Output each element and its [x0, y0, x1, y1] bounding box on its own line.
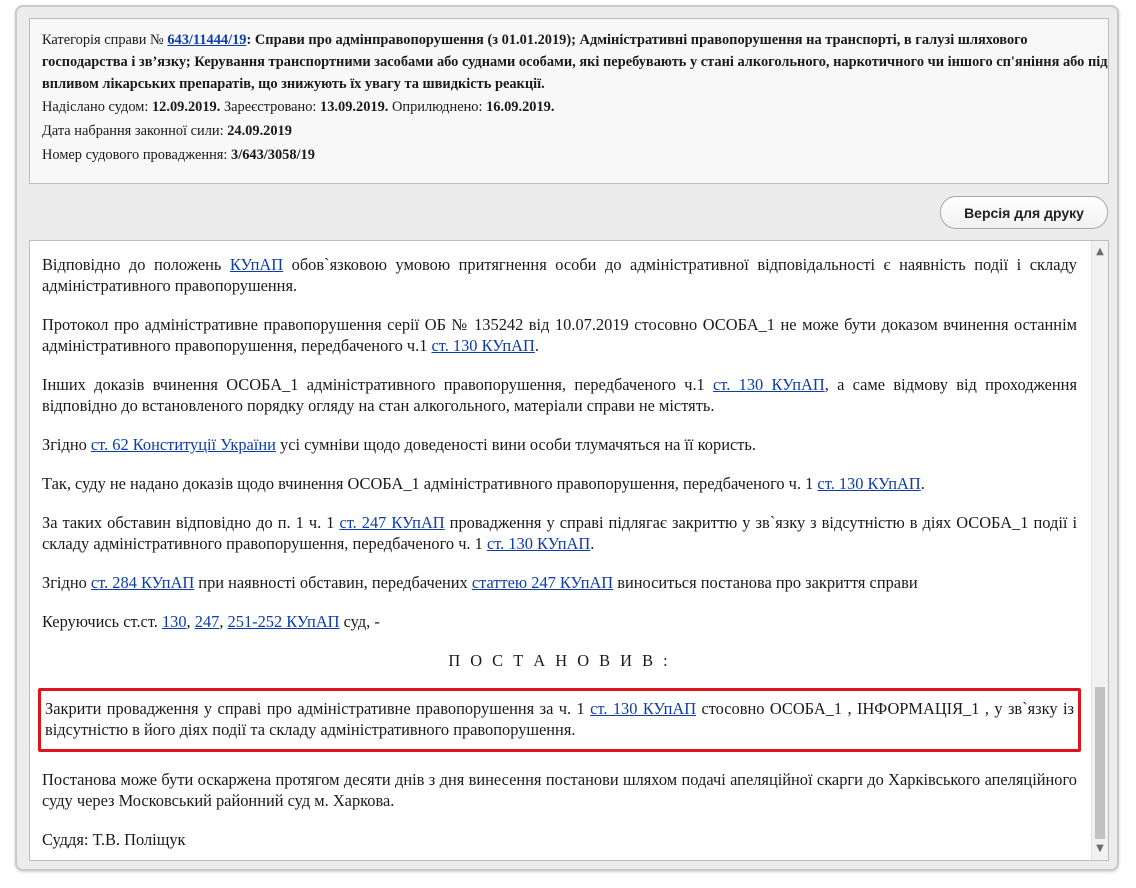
text: суд, -	[339, 612, 380, 631]
text: ,	[186, 612, 195, 631]
paragraph-3	[42, 374, 1077, 416]
vertical-scrollbar[interactable]	[1091, 241, 1108, 860]
text: виноситься постанова про закриття справи	[613, 573, 918, 592]
article-284-link[interactable]: ст. 284 КУпАП	[90, 573, 195, 592]
scroll-up-arrow-icon[interactable]: ▲	[1096, 246, 1104, 257]
effective-label: Дата набрання законної сили:	[42, 123, 228, 139]
paragraph-7	[42, 572, 1077, 593]
scrollbar-thumb[interactable]	[1095, 687, 1105, 839]
case-info-panel	[29, 18, 1109, 184]
dates-row	[42, 95, 1108, 119]
case-category	[42, 29, 1108, 95]
judge-signature: Суддя: Т.В. Поліщук	[42, 830, 186, 849]
scroll-down-arrow-icon[interactable]: ▼	[1096, 843, 1104, 854]
sent-label: Надіслано судом:	[42, 99, 152, 115]
text: Протокол про адміністративне правопорушення серії ОБ № 135242 від 10.07.2019 стосовно ОСОБА_1 не може бути доказом вчинення останнім адміністративного правопорушення, передбаченого ч.1	[42, 315, 1077, 355]
text: обов`язковою умовою притягнення особи до адміністративної відповідальності є наявність події і складу адміністративного правопорушення.	[42, 255, 1077, 295]
text: Так, суду не надано доказів щодо вчинення ОСОБА_1 адміністративного правопорушення, передбаченого ч. 1	[42, 474, 818, 493]
proceeding-row	[42, 143, 1108, 167]
proceeding-label: Номер судового провадження:	[42, 147, 231, 163]
paragraph-1	[42, 254, 1077, 296]
text: Відповідно до положень	[42, 255, 230, 274]
highlighted-ruling-paragraph	[38, 688, 1081, 752]
text: .	[590, 534, 595, 553]
registered-date: 13.09.2019.	[320, 99, 389, 115]
text: .	[920, 474, 925, 493]
appeal-paragraph: Постанова може бути оскаржена протягом десяти днів з дня винесення постанови шляхом подачі апеляційної скарги до Харківського апеляційного суду через Московський районний суд м. Харкова.	[42, 770, 1077, 810]
category-text: : Справи про адмінправопорушення (з 01.01.2019); Адміністративні правопорушення на транспорті, в галузі шляхового господарства і зв’язку; Керування транспортними засобами або суднами особами, які перебувають у стані алкогольного, наркотичного чи іншого сп'яніння або під впливом лікарських препаратів, що знижують їх увагу та швидкість реакції.	[42, 32, 1108, 92]
published-date: 16.09.2019.	[486, 99, 555, 115]
paragraph-6	[42, 512, 1077, 554]
article-130-link[interactable]: ст. 130 КУпАП	[713, 375, 825, 394]
category-prefix: Категорія справи №	[42, 32, 168, 48]
article-247-link[interactable]: ст. 247 КУпАП	[339, 513, 445, 532]
text: усі сумніви щодо доведеності вини особи тлумачяться на її користь.	[275, 435, 756, 454]
document-viewer[interactable]	[29, 240, 1109, 861]
kupap-link[interactable]: КУпАП	[229, 255, 284, 274]
text: провадження у справі підлягає закриттю у зв`язку з відсутністю в діях ОСОБА_1 події і складу адміністративного правопорушення, передбаченого ч. 1	[42, 513, 1078, 553]
effective-date: 24.09.2019	[227, 123, 292, 139]
print-version-button[interactable]: Версія для друку	[940, 196, 1108, 229]
text: стосовно ОСОБА_1 , ІНФОРМАЦІЯ_1 , у зв`язку із відсутністю в його діях події та складу адміністративного правопорушення.	[45, 699, 1075, 739]
article-130-link[interactable]: ст. 130 КУпАП	[431, 336, 535, 355]
article-247-link[interactable]: статтею 247 КУпАП	[471, 573, 614, 592]
article-130-link[interactable]: ст. 130 КУпАП	[817, 474, 921, 493]
article-251-252-link[interactable]: 251-252 КУпАП	[227, 612, 340, 631]
paragraph-8	[42, 611, 1077, 632]
sent-date: 12.09.2019.	[151, 99, 221, 115]
text: , а саме відмову від проходження відповідно до встановленого порядку огляду на стан алкогольного, матеріали справи не містять.	[42, 375, 1077, 415]
text: Закрити провадження у справі про адміністративне правопорушення за ч. 1	[45, 699, 591, 718]
article-247-link[interactable]: 247	[194, 612, 220, 631]
ruling-heading: П О С Т А Н О В И В :	[448, 651, 671, 670]
article-130-link[interactable]: 130	[161, 612, 187, 631]
text: Згідно	[42, 573, 91, 592]
registered-label: Зареєстровано:	[220, 99, 321, 115]
text: .	[534, 336, 539, 355]
text: ,	[219, 612, 228, 631]
paragraph-2	[42, 314, 1077, 356]
paragraph-4	[42, 434, 1077, 455]
article-130-link[interactable]: ст. 130 КУпАП	[590, 699, 697, 718]
published-label: Оприлюднено:	[388, 99, 487, 115]
paragraph-5	[42, 473, 1077, 494]
text: при наявності обставин, передбачених	[194, 573, 472, 592]
effective-date-row	[42, 119, 1108, 143]
proceeding-number: 3/643/3058/19	[231, 147, 315, 163]
text: Інших доказів вчинення ОСОБА_1 адміністративного правопорушення, передбаченого ч.1	[42, 375, 714, 394]
constitution-article-62-link[interactable]: ст. 62 Конституції України	[90, 435, 276, 454]
article-130-link[interactable]: ст. 130 КУпАП	[486, 534, 591, 553]
text: Керуючись ст.ст.	[42, 612, 162, 631]
page-container	[15, 5, 1119, 871]
case-number-link[interactable]: 643/11444/19	[167, 32, 247, 48]
document-text	[42, 254, 1077, 861]
text: За таких обставин відповідно до п. 1 ч. 1	[42, 513, 340, 532]
text: Згідно	[42, 435, 91, 454]
